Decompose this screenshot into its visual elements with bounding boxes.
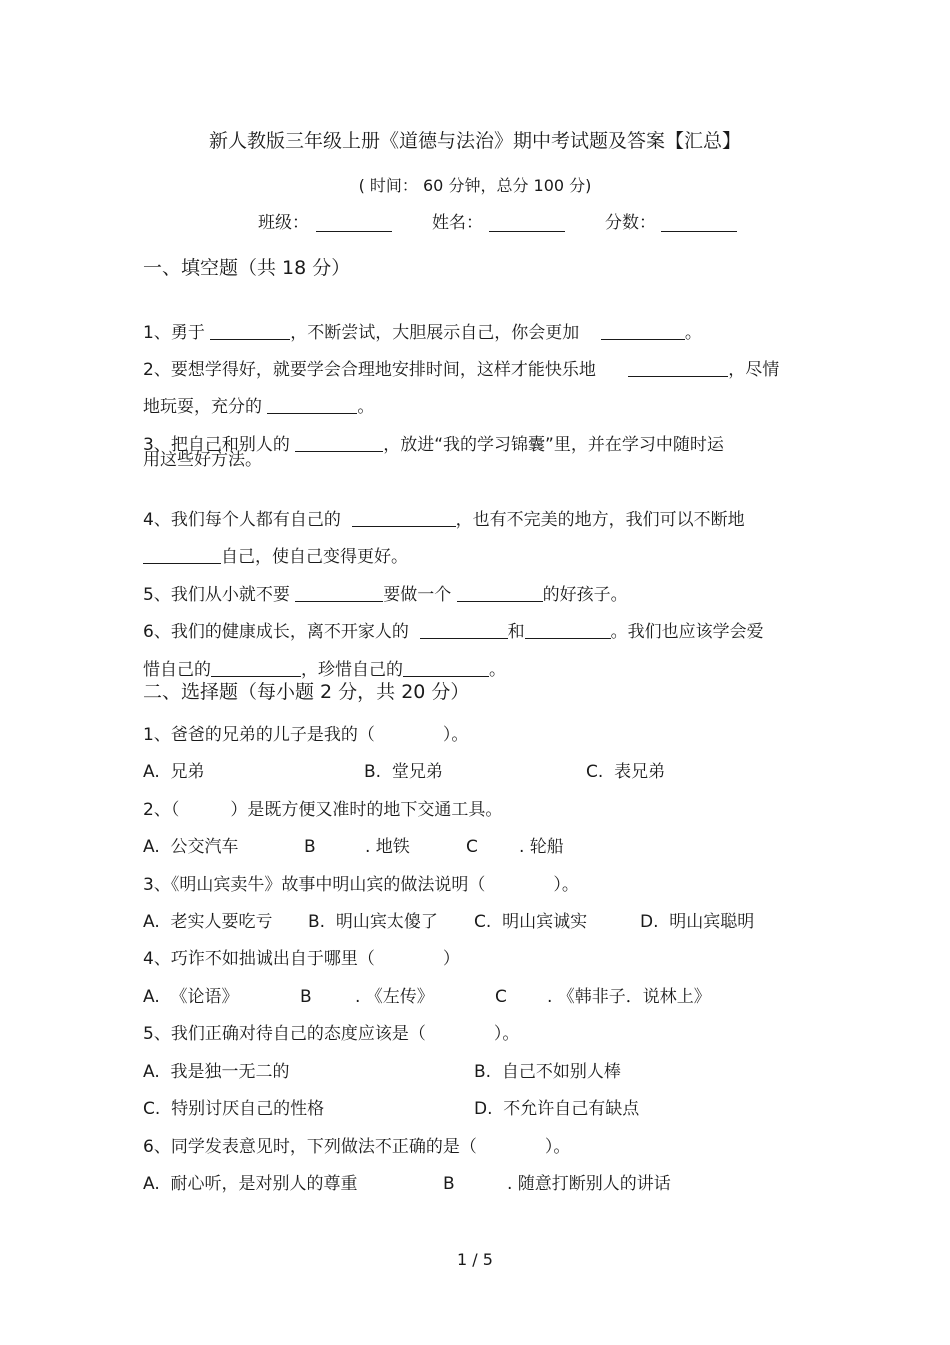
q3-blank-1[interactable] [295, 434, 383, 452]
q5-text-b: 要做一个 [383, 585, 452, 605]
fill-q3-line2: 用这些好方法。 [143, 450, 262, 470]
q2-blank-1[interactable] [628, 359, 728, 377]
q6-text-f: 。 [489, 660, 506, 680]
mc-q4-option-b-letter[interactable]: B [300, 987, 312, 1007]
mc-q3-option-d[interactable]: D. 明山宾聪明 [640, 912, 755, 932]
info-class-label: 班级： [258, 213, 309, 233]
info-name-label: 姓名： [432, 213, 483, 233]
mc-q3-option-a[interactable]: A. 老实人要吃亏 [143, 912, 273, 932]
mc-q6-stem: 6、同学发表意见时，下列做法不正确的是（ ）。 [143, 1137, 571, 1157]
mc-q5-option-c[interactable]: C. 特别讨厌自己的性格 [143, 1099, 325, 1119]
q2-text-b: ，尽情 [728, 360, 780, 380]
section-heading-multiple-choice: 二、选择题（每小题 2 分，共 20 分） [143, 681, 470, 703]
q4-text-c: 自己，使自己变得更好。 [221, 547, 408, 567]
mc-q5-option-b[interactable]: B. 自己不如别人棒 [474, 1062, 621, 1082]
q6-text-b: 和 [507, 622, 525, 642]
mc-q5-option-d[interactable]: D. 不允许自己有缺点 [474, 1099, 640, 1119]
mc-q1-option-a[interactable]: A. 兄弟 [143, 762, 205, 782]
q6-text-a: 6、我们的健康成长，离不开家人的 [143, 622, 409, 642]
q2-text-a: 2、要想学得好，就要学会合理地安排时间，这样才能快乐地 [143, 360, 596, 380]
mc-q1-option-c[interactable]: C. 表兄弟 [586, 762, 666, 782]
mc-q2-option-b-letter[interactable]: B [304, 837, 316, 857]
q6-blank-3[interactable] [211, 659, 301, 677]
mc-q2-option-a[interactable]: A. 公交汽车 [143, 837, 239, 857]
info-score-label: 分数： [605, 213, 656, 233]
fill-q6-line2 [143, 637, 506, 681]
mc-q1-stem: 1、爸爸的兄弟的儿子是我的（ ）。 [143, 725, 469, 745]
q6-text-c: 。我们也应该学会爱 [610, 622, 764, 642]
name-blank[interactable] [489, 214, 565, 232]
q3-text-b: ，放进“我的学习锦囊”里，并在学习中随时运 [383, 435, 724, 455]
q6-text-e: ，珍惜自己的 [301, 660, 403, 680]
mc-q4-option-c-letter[interactable]: C [495, 987, 507, 1007]
mc-q4-option-c-text[interactable]: . 《韩非子．说林上》 [547, 987, 711, 1007]
q2-text-c: 地玩耍，充分的 [143, 397, 262, 417]
q4-text-b: ，也有不完美的地方，我们可以不断地 [455, 510, 745, 530]
page-number: 1 / 5 [457, 1250, 493, 1269]
q4-text-a: 4、我们每个人都有自己的 [143, 510, 341, 530]
q5-text-c: 的好孩子。 [542, 585, 628, 605]
mc-q6-option-b-text[interactable]: . 随意打断别人的讲话 [507, 1174, 671, 1194]
mc-q6-option-b-letter[interactable]: B [443, 1174, 455, 1194]
mc-q6-option-a[interactable]: A. 耐心听，是对别人的尊重 [143, 1174, 358, 1194]
mc-q1-option-b[interactable]: B. 堂兄弟 [364, 762, 443, 782]
class-blank[interactable] [316, 214, 392, 232]
q1-text-c: 。 [684, 323, 702, 343]
q6-blank-2[interactable] [525, 621, 611, 639]
q2-text-d: 。 [357, 397, 375, 417]
mc-q4-option-a[interactable]: A. 《论语》 [143, 987, 239, 1007]
q1-text-b: ，不断尝试，大胆展示自己，你会更加 [290, 323, 580, 343]
mc-q2-stem: 2、（ ）是既方便又准时的地下交通工具。 [143, 800, 503, 820]
q1-text-a: 1、勇于 [143, 323, 205, 343]
mc-q5-stem: 5、我们正确对待自己的态度应该是（ ）。 [143, 1024, 520, 1044]
page-subtitle: ( 时间： 60 分钟，总分 100 分) [358, 176, 592, 195]
q6-blank-4[interactable] [403, 659, 489, 677]
mc-q2-option-c-text[interactable]: . 轮船 [519, 837, 564, 857]
q5-text-a: 5、我们从小就不要 [143, 585, 290, 605]
mc-q3-option-c[interactable]: C. 明山宾诚实 [474, 912, 588, 932]
mc-q5-option-a[interactable]: A. 我是独一无二的 [143, 1062, 290, 1082]
page-title: 新人教版三年级上册《道德与法治》期中考试题及答案【汇总】 [208, 130, 741, 152]
mc-q2-option-b-text[interactable]: . 地铁 [365, 837, 410, 857]
mc-q3-stem: 3、《明山宾卖牛》故事中明山宾的做法说明（ ）。 [143, 875, 579, 895]
mc-q2-option-c-letter[interactable]: C [466, 837, 478, 857]
score-blank[interactable] [661, 214, 737, 232]
mc-q4-stem: 4、巧诈不如拙诚出自于哪里（ ） [143, 949, 460, 969]
mc-q4-option-b-text[interactable]: . 《左传》 [355, 987, 434, 1007]
mc-q3-option-b[interactable]: B. 明山宾太傻了 [308, 912, 438, 932]
q6-text-d: 惜自己的 [143, 660, 211, 680]
q3-text-a: 3、把自己和别人的 [143, 435, 290, 455]
section-heading-fill-blank: 一、填空题（共 18 分） [143, 257, 351, 279]
